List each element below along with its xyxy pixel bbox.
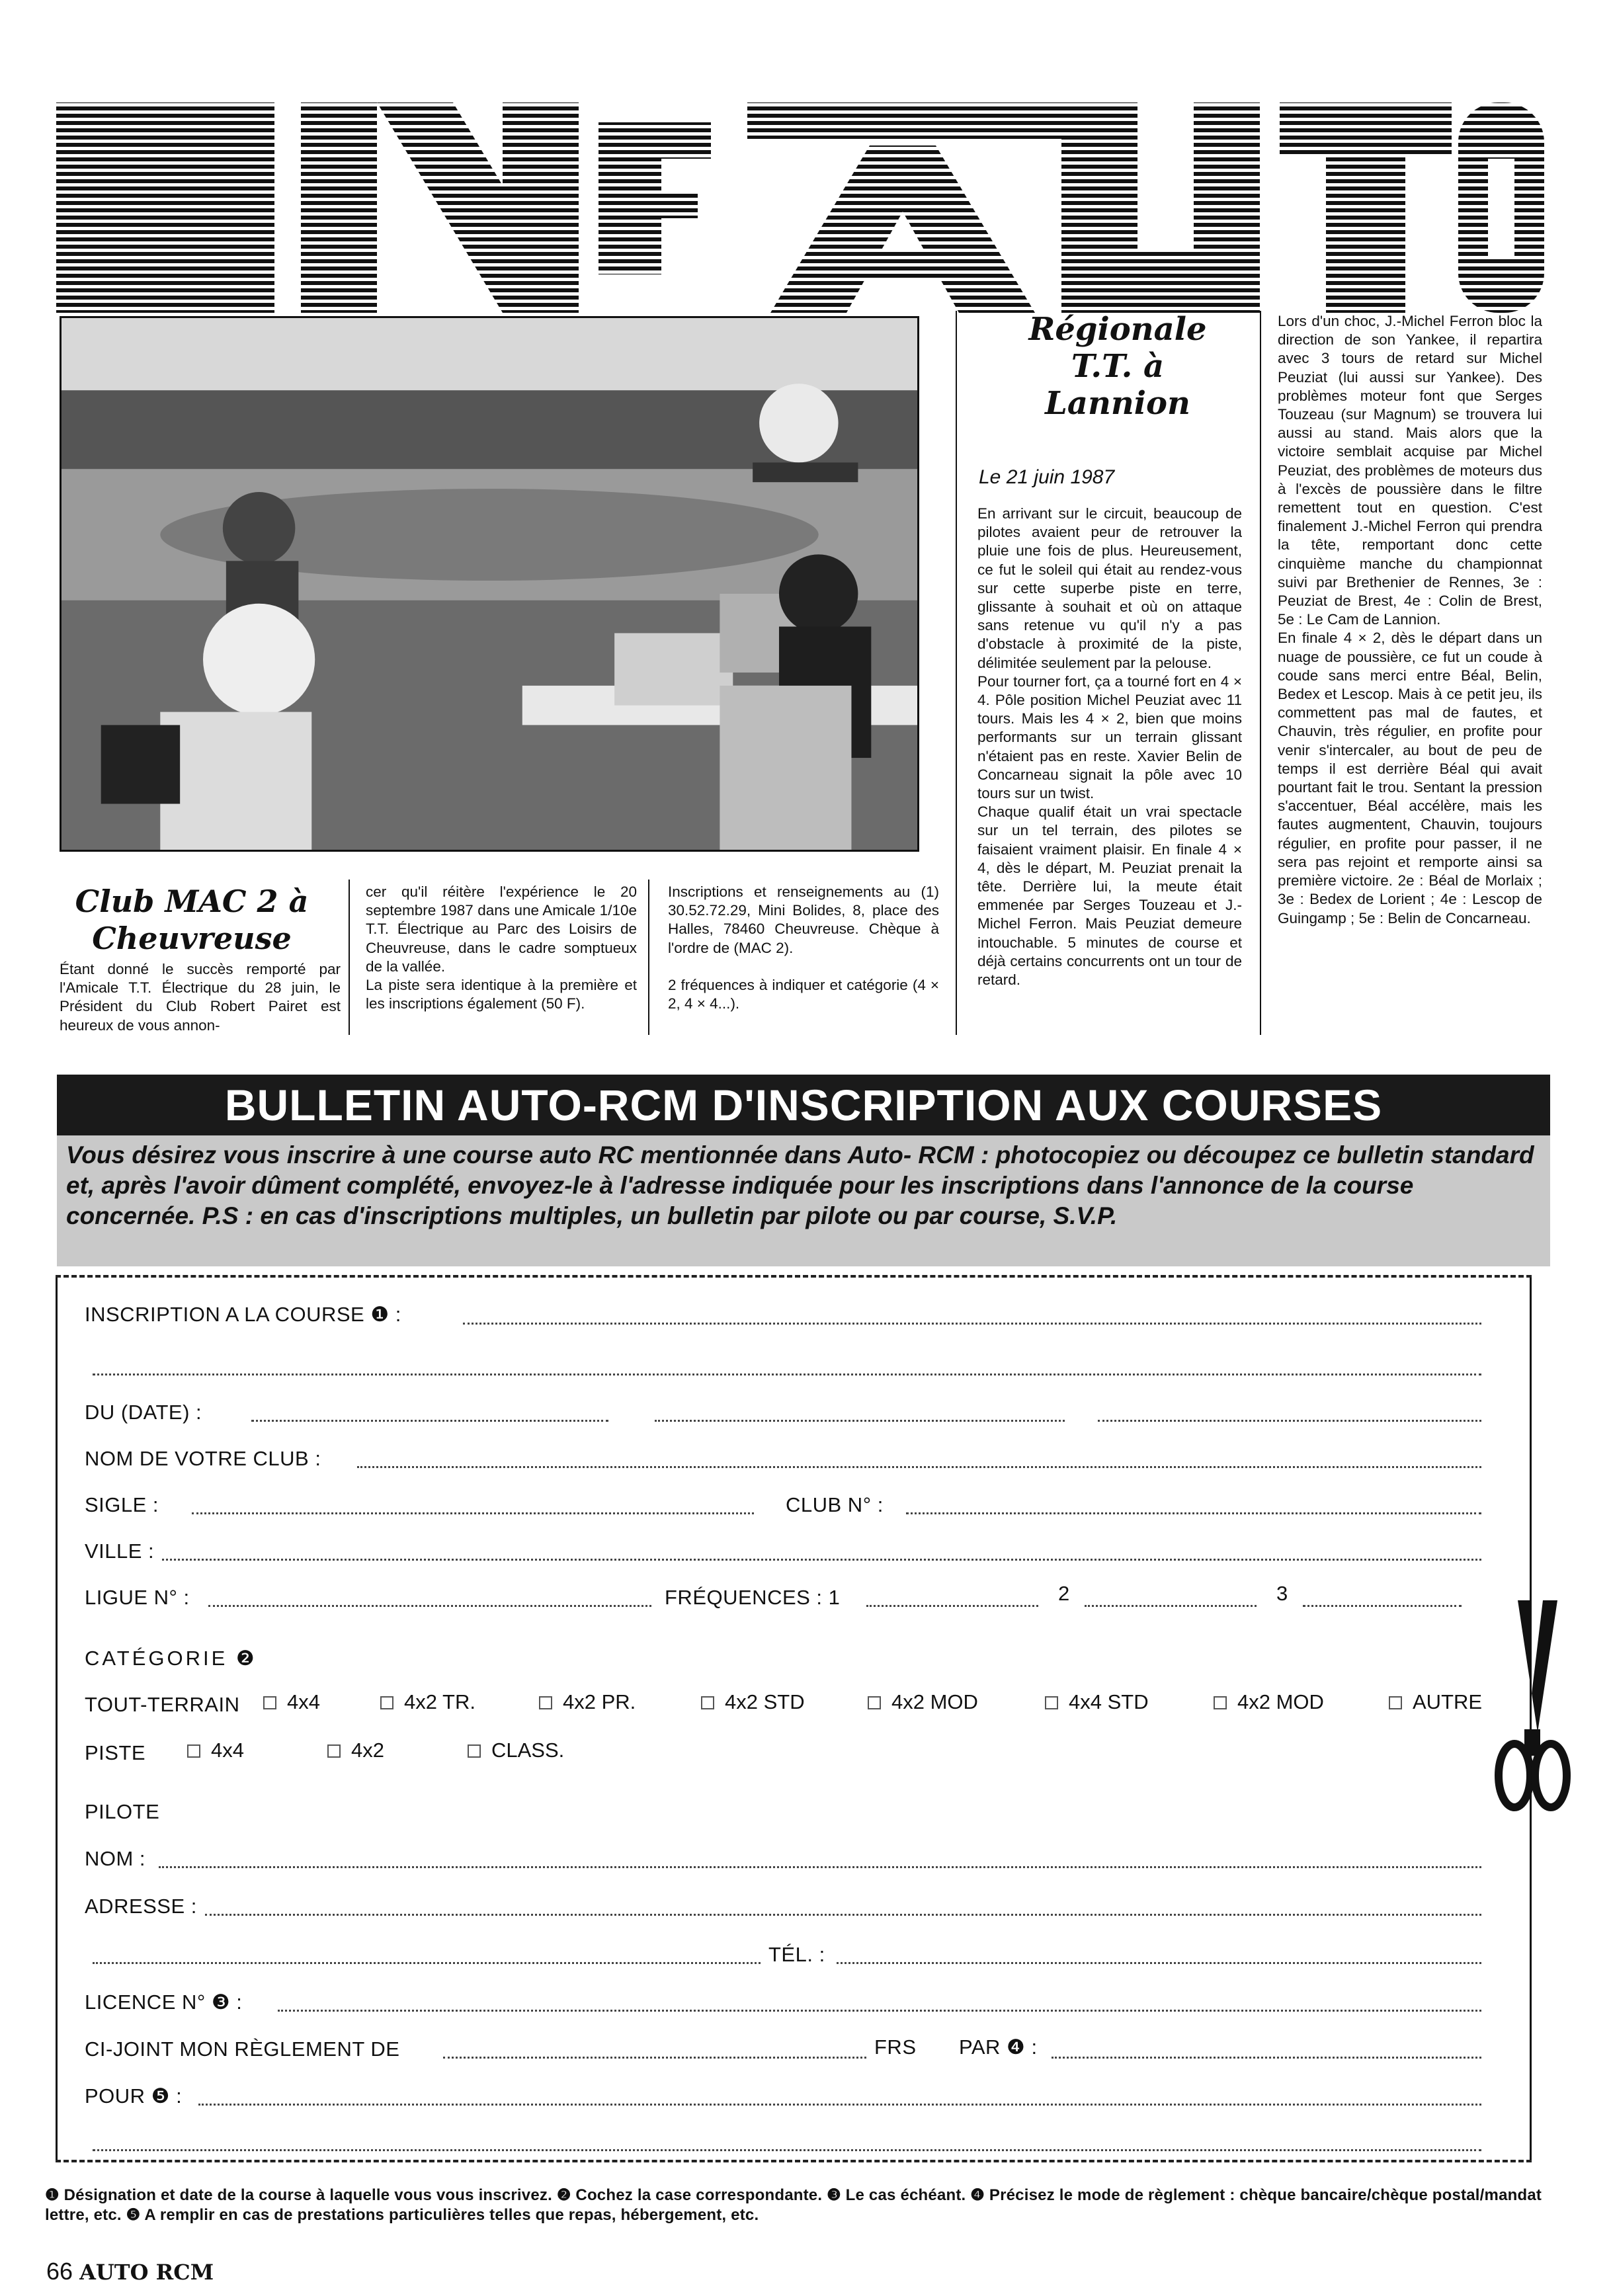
club-field[interactable] — [357, 1466, 1481, 1468]
label-nom: NOM : — [85, 1847, 146, 1870]
scissors-icon — [1491, 1600, 1571, 1812]
page-footer — [46, 2258, 214, 2285]
tel-field[interactable] — [837, 1962, 1481, 1964]
label-reglement: CI-JOINT MON RÈGLEMENT DE — [85, 2037, 400, 2061]
article-lannion-title-line3: Lannion — [1045, 385, 1190, 422]
column-divider — [648, 880, 649, 1035]
checkbox[interactable] — [868, 1696, 881, 1709]
club-no-field[interactable] — [906, 1512, 1481, 1514]
article-lannion-title-line2: T.T. à — [1071, 348, 1165, 385]
article-lannion-col-b: Lors d'un choc, J.-Michel Ferron bloc la direction de son Yankee, il repartira avec 3 tours de retard sur Michel Peuziat (lui aussi sur Yankee). Des problèmes moteur font que Serges Touzeau (sur Magnum) se trouvera lui aussi au stand. Mais alors que la victoire semblait acquise par Michel Peuziat, des problèmes de moteurs dus à l'excès de poussière dans le filtre remettent tout en question. C'est finalement J.-Michel Ferron qui prendra la tête, remportant donc cette cinquième manche du championnat suivi par Brethenier de Rennes, 3e : Peuziat de Brest, 4e : Colin de Brest, 5e : Le Cam de Lannion. En finale 4 × 2, dès le départ dans un nuage de poussière, ce fut un coude à coude sans merci entre Béal, Belin, Bedex et Lescop. Mais à ce petit jeu, ils commettent pas mal de fautes, et Chauvin, très régulier, en profite pour venir s'intercaler, au bout de peu de temps il est derrière Béal qui avait pourtant fait le trou. Sentant la pression s'accentuer, Béal accélère, mais les fautes augmentent, Chauvin, toujours régulier, en profite pour passer, il ne sera pas rejoint et remporte ainsi sa première victoire. 2e : Béal de Morlaix ; 3e : Bedex de Lorient ; 4e : Lescop de Guingamp ; 5e : Belin de Concarneau. — [1278, 313, 1542, 926]
column-divider — [1260, 311, 1261, 1035]
article-lannion-col-a: En arrivant sur le circuit, beaucoup de pilotes avaient peur de retrouver la pluie une fois de plus. Heureusement, ce fut le soleil qui était au rendez-vous sur cette superbe piste en terre, glissante à souhait et où on attaque sans retenue vu qu'il n'y a pas d'obstacle à proximité de la piste, délimitée seulement par la pelouse. Pour tourner fort, ça a tourné fort en 4 × 4. Pôle position Michel Peuziat avec 11 tours. Mais les 4 × 2, bien que moins performants sur un terrain glissant n'étaient pas en reste. Xavier Belin de Concarneau signait la pôle avec 10 tours sur un twist. Chaque qualif était un vrai spectacle sur un tel terrain, des pilotes se faisaient vraiment plaisir. En finale 4 × 4, dès le départ, M. Peuziat prenait la tête. Derrière lui, la meute était emmenée par Serges Touzeau et J.-Michel Ferron. Mais Peuziat demeure intouchable. 5 minutes de course et déjà certains concurrents ont un tour de retard. — [977, 505, 1242, 989]
checkbox[interactable] — [327, 1744, 341, 1758]
label-freq2: 2 — [1058, 1582, 1070, 1605]
tt-option[interactable] — [1389, 1690, 1482, 1714]
inscription-field[interactable] — [463, 1323, 1481, 1325]
tt-option[interactable] — [1214, 1690, 1324, 1714]
label-frequences: FRÉQUENCES : 1 — [665, 1586, 841, 1609]
label-piste: PISTE — [85, 1741, 146, 1764]
date-field-2[interactable] — [655, 1420, 1065, 1422]
article-mac-title-line1: Club MAC 2 à — [75, 883, 309, 919]
article-lannion-title — [972, 311, 1263, 422]
registration-form — [56, 1275, 1532, 2161]
par-field[interactable] — [1052, 2057, 1481, 2059]
checkbox[interactable] — [1045, 1696, 1058, 1709]
label-pour: POUR ❺ : — [85, 2084, 183, 2108]
tt-option-label: 4x2 PR. — [563, 1690, 636, 1713]
footnotes: ❶ Désignation et date de la course à laquelle vous vous inscrivez. ❷ Cochez la case correspondante. ❸ Le cas échéant. ❹ Précisez le mode de règlement : chèque bancaire/chèque postal/mandat lettre, etc. ❺ A remplir en cas de prestations particulières telles que repas, hébergement, etc. — [45, 2186, 1542, 2224]
cut-line-bottom — [56, 2160, 1532, 2162]
checkbox[interactable] — [1214, 1696, 1227, 1709]
tt-option[interactable] — [380, 1690, 475, 1714]
tt-option-label: 4x2 TR. — [404, 1690, 475, 1713]
tt-option[interactable] — [701, 1690, 805, 1714]
piste-option-label: 4x4 — [211, 1739, 244, 1762]
piste-option-label: 4x2 — [351, 1739, 384, 1762]
label-categorie: CATÉGORIE ❷ — [85, 1647, 257, 1670]
label-freq3: 3 — [1276, 1582, 1288, 1605]
tt-option-label: AUTRE — [1413, 1690, 1483, 1713]
label-adresse: ADRESSE : — [85, 1895, 197, 1918]
article-lannion-title-line1: Régionale — [1028, 311, 1207, 348]
page-number: 66 — [46, 2258, 73, 2285]
article-mac-title-line2: Cheuvreuse — [92, 921, 292, 956]
adresse-field-2[interactable] — [93, 1962, 761, 1964]
date-field-3[interactable] — [1098, 1420, 1481, 1422]
ville-field[interactable] — [162, 1559, 1481, 1561]
ligue-field[interactable] — [208, 1605, 651, 1607]
column-divider — [956, 311, 957, 1035]
checkbox[interactable] — [380, 1696, 393, 1709]
date-field[interactable] — [251, 1420, 608, 1422]
checkbox[interactable] — [539, 1696, 552, 1709]
page-header — [56, 99, 1544, 317]
label-tout-terrain: TOUT-TERRAIN — [85, 1693, 240, 1716]
bulletin-title: BULLETIN AUTO-RCM D'INSCRIPTION AUX COURSES — [57, 1075, 1550, 1135]
piste-option[interactable] — [468, 1739, 564, 1762]
column-divider — [349, 880, 350, 1035]
inscription-field-2[interactable] — [93, 1374, 1481, 1375]
label-date: DU (DATE) : — [85, 1401, 202, 1424]
magazine-name: AUTO RCM — [79, 2260, 214, 2285]
reglement-field[interactable] — [443, 2057, 866, 2059]
frequence-2-field[interactable] — [1085, 1605, 1257, 1607]
cut-line-top — [56, 1275, 1532, 1278]
piste-option[interactable] — [327, 1739, 384, 1762]
bulletin-intro: Vous désirez vous inscrire à une course auto RC mentionnée dans Auto- RCM : photocopiez ou découpez ce bulletin standard et, après l'avoir dûment complété, envoyez-le à l'adresse indiquée pour les inscriptions dans l'annonce de la course concernée. P.S : en cas d'inscriptions multiples, un bulletin par pilote ou par course, S.V.P. — [57, 1135, 1550, 1266]
tt-option-label: 4x4 STD — [1069, 1690, 1149, 1713]
tt-option-label: 4x2 MOD — [891, 1690, 978, 1713]
pour-field-2[interactable] — [93, 2149, 1481, 2151]
frequence-1-field[interactable] — [866, 1605, 1038, 1607]
article-mac-col2: cer qu'il réitère l'expérience le 20 septembre 1987 dans une Amicale 1/10e T.T. Électrique au Parc des Loisirs de Cheuvreuse, dans le cadre somptueux de la vallée. La piste sera identique à la première et les inscriptions également (50 F). — [366, 883, 637, 1012]
checkbox[interactable] — [263, 1696, 276, 1709]
tt-option[interactable] — [263, 1690, 320, 1714]
article-mac-col3: Inscriptions et renseignements au (1) 30.52.72.29, Mini Bolides, 8, place des Halles, 78460 Cheuvreuse. Chèque à l'ordre de (MAC 2). 2 fréquences à indiquer et catégorie (4 × 2, 4 × 4...). — [668, 883, 939, 1012]
label-club-no: CLUB N° : — [786, 1493, 884, 1516]
nom-field[interactable] — [159, 1866, 1481, 1868]
label-sigle: SIGLE : — [85, 1493, 159, 1516]
piste-option[interactable] — [187, 1739, 244, 1762]
checkbox[interactable] — [701, 1696, 714, 1709]
piste-option-label: CLASS. — [491, 1739, 565, 1762]
adresse-field[interactable] — [205, 1914, 1481, 1916]
label-par: PAR ❹ : — [959, 2035, 1038, 2059]
frequence-3-field[interactable] — [1303, 1605, 1462, 1607]
tt-option[interactable] — [539, 1690, 636, 1714]
label-frs: FRS — [874, 2035, 917, 2059]
label-licence: LICENCE N° ❸ : — [85, 1990, 243, 2014]
tt-option-label: 4x2 STD — [725, 1690, 805, 1713]
tt-option[interactable] — [1045, 1690, 1149, 1714]
pour-field[interactable] — [198, 2104, 1481, 2106]
checkbox[interactable] — [468, 1744, 481, 1758]
race-photo — [60, 316, 919, 852]
label-ville: VILLE : — [85, 1539, 155, 1563]
label-tel: TÉL. : — [768, 1943, 825, 1966]
licence-field[interactable] — [278, 2010, 1481, 2012]
checkbox[interactable] — [1389, 1696, 1402, 1709]
header-logo — [56, 99, 1544, 317]
article-mac-col1: Étant donné le succès remporté par l'Amicale T.T. Électrique du 28 juin, le Président du Club Robert Pairet est heureux de vous annon- — [60, 961, 341, 1034]
label-ligue: LIGUE N° : — [85, 1586, 190, 1609]
tt-option-label: 4x4 — [287, 1690, 320, 1713]
checkbox[interactable] — [187, 1744, 200, 1758]
label-pilote: PILOTE — [85, 1800, 160, 1823]
sigle-field[interactable] — [192, 1512, 754, 1514]
article-mac-title — [60, 883, 324, 957]
tt-option-label: 4x2 MOD — [1237, 1690, 1324, 1713]
tt-option[interactable] — [868, 1690, 978, 1714]
article-lannion-date: Le 21 juin 1987 — [979, 466, 1115, 488]
label-club: NOM DE VOTRE CLUB : — [85, 1447, 321, 1470]
label-inscription: INSCRIPTION A LA COURSE ❶ : — [85, 1303, 401, 1326]
